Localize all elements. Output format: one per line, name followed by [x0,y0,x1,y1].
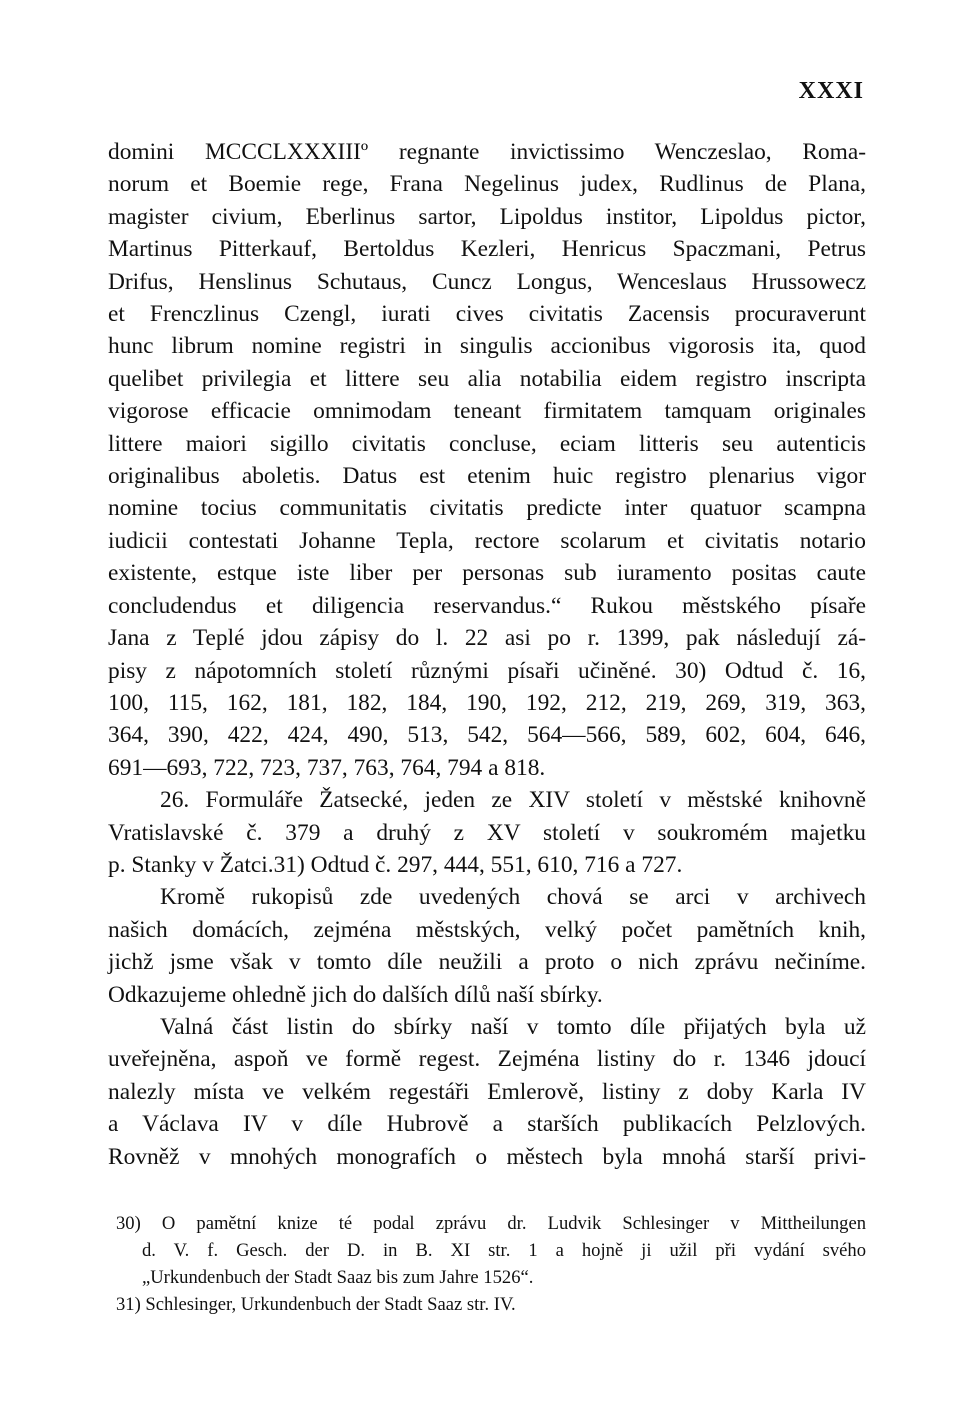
text-line: Martinus Pitterkauf, Bertoldus Kezleri, Henricus Spaczmani, Petrus [108,236,866,263]
text-line: 364, 390, 422, 424, 490, 513, 542, 564—566, 589, 602, 604, 646, [108,722,866,749]
footnote-line: 30) O pamětní knize té podal zprávu dr. Ludvik Schlesinger v Mittheilungen [116,1213,866,1234]
text-line: a Václava IV v díle Hubrově a starších publikacích Pelzlových. [108,1111,866,1138]
footnote-line: „Urkundenbuch der Stadt Saaz bis zum Jahre 1526“. [142,1267,534,1288]
page-number: XXXI [798,78,864,104]
text-line: quelibet privilegia et littere seu alia notabilia eidem registro inscripta [108,365,866,392]
text-line: Valná část listin do sbírky naší v tomto díle přijatých byla už [160,1013,866,1040]
text-line: iudicii contestati Johanne Tepla, rectore scolarum et civitatis notario [108,527,866,554]
text-line: 691—693, 722, 723, 737, 763, 764, 794 a 818. [108,754,546,781]
text-line: vigorose efficacie omnimodam teneant firmitatem tamquam originales [108,398,866,425]
text-line: littere maiori sigillo civitatis concluse, eciam litteris seu autenticis [108,430,866,457]
text-line: jichž jsme však v tomto díle neužili a proto o nich zprávu nečiníme. [108,949,866,976]
text-line: pisy z nápotomních století různými písaři učiněné. 30) Odtud č. 16, [108,657,866,684]
text-line: Drifus, Henslinus Schutaus, Cuncz Longus, Wenceslaus Hrussowecz [108,268,866,295]
text-line: našich domácích, zejména městských, velký počet pamětních knih, [108,916,866,943]
text-line: Rovněž v mnohých monografích o městech byla mnohá starší privi- [108,1143,866,1170]
text-line: nomine tocius communitatis civitatis predicte inter quatuor scampna [108,495,866,522]
text-line: p. Stanky v Žatci.31) Odtud č. 297, 444, 551, 610, 716 a 727. [108,851,683,878]
body-text [108,136,866,1173]
text-line: Kromě rukopisů zde uvedených chová se arci v archivech [160,884,866,911]
footnotes [116,1210,866,1318]
text-line: uveřejněna, aspoň ve formě regest. Zejména listiny do r. 1346 jdoucí [108,1046,866,1073]
text-line: magister civium, Eberlinus sartor, Lipoldus institor, Lipoldus pictor, [108,203,866,230]
text-line: Jana z Teplé jdou zápisy do l. 22 asi po r. 1399, pak následují zá- [108,625,866,652]
text-line: domini MCCCLXXXIIIº regnante invictissimo Wenczeslao, Roma- [108,139,866,165]
text-line: Vratislavské č. 379 a druhý z XV století v soukromém majetku [108,819,866,846]
text-line: 100, 115, 162, 181, 182, 184, 190, 192, 212, 219, 269, 319, 363, [108,689,866,716]
text-line: nalezly místa ve velkém regestáři Emlerově, listiny z doby Karla IV [108,1078,866,1105]
text-line: norum et Boemie rege, Frana Negelinus judex, Rudlinus de Plana, [108,171,866,198]
text-line: originalibus aboletis. Datus est etenim huic registro plenarius vigor [108,463,866,490]
footnote-line: 31) Schlesinger, Urkundenbuch der Stadt Saaz str. IV. [116,1294,516,1315]
text-line: concludendus et diligencia reservandus.“ Rukou městského písaře [108,592,866,619]
text-line: 26. Formuláře Žatsecké, jeden ze XIV století v městské knihovně [160,787,866,814]
text-line: hunc librum nomine registri in singulis accionibus vigorosis ita, quod [108,333,866,360]
text-line: existente, estque iste liber per personas sub iuramento positas caute [108,560,866,587]
footnote-line: d. V. f. Gesch. der D. in B. XI str. 1 a hojně ji užil při vydání svého [142,1240,866,1261]
text-line: et Frenczlinus Czengl, iurati cives civitatis Zacensis procuraverunt [108,301,866,328]
text-line: Odkazujeme ohledně jich do dalších dílů naší sbírky. [108,981,603,1008]
